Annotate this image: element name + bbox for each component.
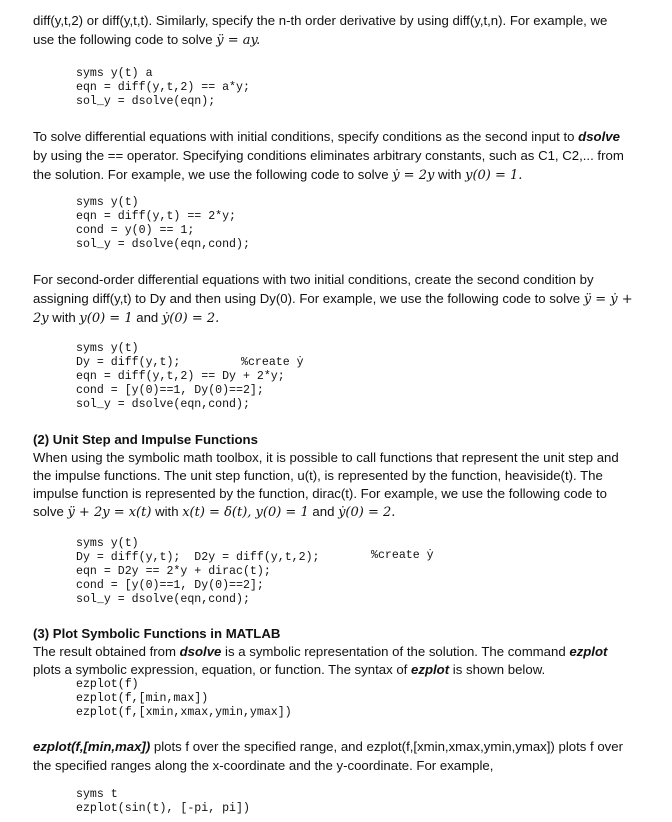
text: use the following code to solve xyxy=(33,32,217,47)
paragraph-line xyxy=(33,660,643,679)
paragraph-line xyxy=(33,127,643,146)
code-block: ezplot(f) ezplot(f,[min,max]) ezplot(f,[xmin,xmax,ymin,ymax]) xyxy=(76,678,292,719)
text: is shown below. xyxy=(449,662,546,677)
emphasis: ezplot xyxy=(411,662,450,677)
code-block: syms t ezplot(sin(t), [-pi, pi]) xyxy=(76,788,250,815)
math-expression: y(0) = 1 xyxy=(79,311,133,326)
text: is a symbolic representation of the solution. The command xyxy=(221,644,570,659)
paragraph-line: When using the symbolic math toolbox, it is possible to call functions that represent the unit step and xyxy=(33,450,619,465)
code-block: syms y(t) Dy = diff(y,t); D2y = diff(y,t,2); eqn = D2y == 2*y + dirac(t); cond = [y(0)==1, Dy(0)==2]; sol_y = dsolve(eqn,cond); xyxy=(76,537,320,606)
math-expression: y(0) = 1. xyxy=(465,168,523,183)
text: the solution. For example, we use the following code to solve xyxy=(33,167,393,182)
code-block: syms y(t) a eqn = diff(y,t,2) == a*y; sol_y = dsolve(eqn); xyxy=(76,67,250,108)
paragraph-line: For second-order differential equations with two initial conditions, create the second condition by xyxy=(33,272,594,287)
paragraph-line: diff(y,t,2) or diff(y,t,t). Similarly, specify the n-th order derivative by using diff(y,t,n). For example, we xyxy=(33,13,608,28)
math-expression: 2y xyxy=(33,311,49,326)
text: solve xyxy=(33,504,68,519)
paragraph-line: the specified ranges along the x-coordinate and the y-coordinate. For example, xyxy=(33,758,494,773)
math-expression: ẏ(0) = 2. xyxy=(338,505,396,520)
math-expression: ẏ(0) = 2. xyxy=(161,311,220,326)
text: plots f over the specified range, and ezplot(f,[xmin,xmax,ymin,ymax]) plots f over xyxy=(150,739,623,754)
paragraph-line xyxy=(33,737,643,756)
section-heading: (2) Unit Step and Impulse Functions xyxy=(33,432,258,447)
emphasis: dsolve xyxy=(179,644,222,659)
emphasis: dsolve xyxy=(578,129,620,144)
math-expression: ÿ = ẏ + xyxy=(583,292,633,307)
text: and xyxy=(132,310,162,325)
text: The result obtained from xyxy=(33,644,180,659)
text: with xyxy=(48,310,80,325)
paragraph-line xyxy=(33,165,643,185)
paragraph-line xyxy=(33,642,643,661)
math-expression: ÿ + 2y = x(t) xyxy=(67,505,152,520)
code-comment: %create ẏ xyxy=(241,356,304,369)
section-heading: (3) Plot Symbolic Functions in MATLAB xyxy=(33,626,281,641)
paragraph-line: impulse function is represented by the function, dirac(t). For example, we use the following code to xyxy=(33,486,607,501)
emphasis: ezplot(f,[min,max]) xyxy=(33,739,151,754)
text: assigning diff(y,t) to Dy and then using Dy(0). For example, we use the following code to solve xyxy=(33,291,584,306)
code-comment: %create ẏ xyxy=(371,549,434,562)
math-expression: ÿ = ay. xyxy=(216,33,261,48)
paragraph-line: the impulse functions. The unit step function, u(t), is represented by the function, heaviside(t). The xyxy=(33,468,603,483)
text: with xyxy=(151,504,183,519)
math-expression: ẏ = 2y xyxy=(392,168,435,183)
text: and xyxy=(308,504,339,519)
code-block: syms y(t) Dy = diff(y,t); eqn = diff(y,t,2) == Dy + 2*y; cond = [y(0)==1, Dy(0)==2]; sol_y = dsolve(eqn,cond); xyxy=(76,342,285,411)
paragraph-line xyxy=(33,289,643,309)
paragraph-line xyxy=(33,308,643,328)
text: plots a symbolic expression, equation, or function. The syntax of xyxy=(33,662,412,677)
code-block: syms y(t) eqn = diff(y,t) == 2*y; cond = y(0) == 1; sol_y = dsolve(eqn,cond); xyxy=(76,196,250,251)
paragraph-line xyxy=(33,502,643,522)
text: To solve differential equations with initial conditions, specify conditions as the second input to xyxy=(33,129,579,144)
paragraph-line: by using the == operator. Specifying conditions eliminates arbitrary constants, such as C1, C2,... from xyxy=(33,148,624,163)
text: with xyxy=(434,167,466,182)
paragraph-line xyxy=(33,30,643,50)
math-expression: x(t) = δ(t), y(0) = 1 xyxy=(182,505,309,520)
emphasis: ezplot xyxy=(569,644,608,659)
